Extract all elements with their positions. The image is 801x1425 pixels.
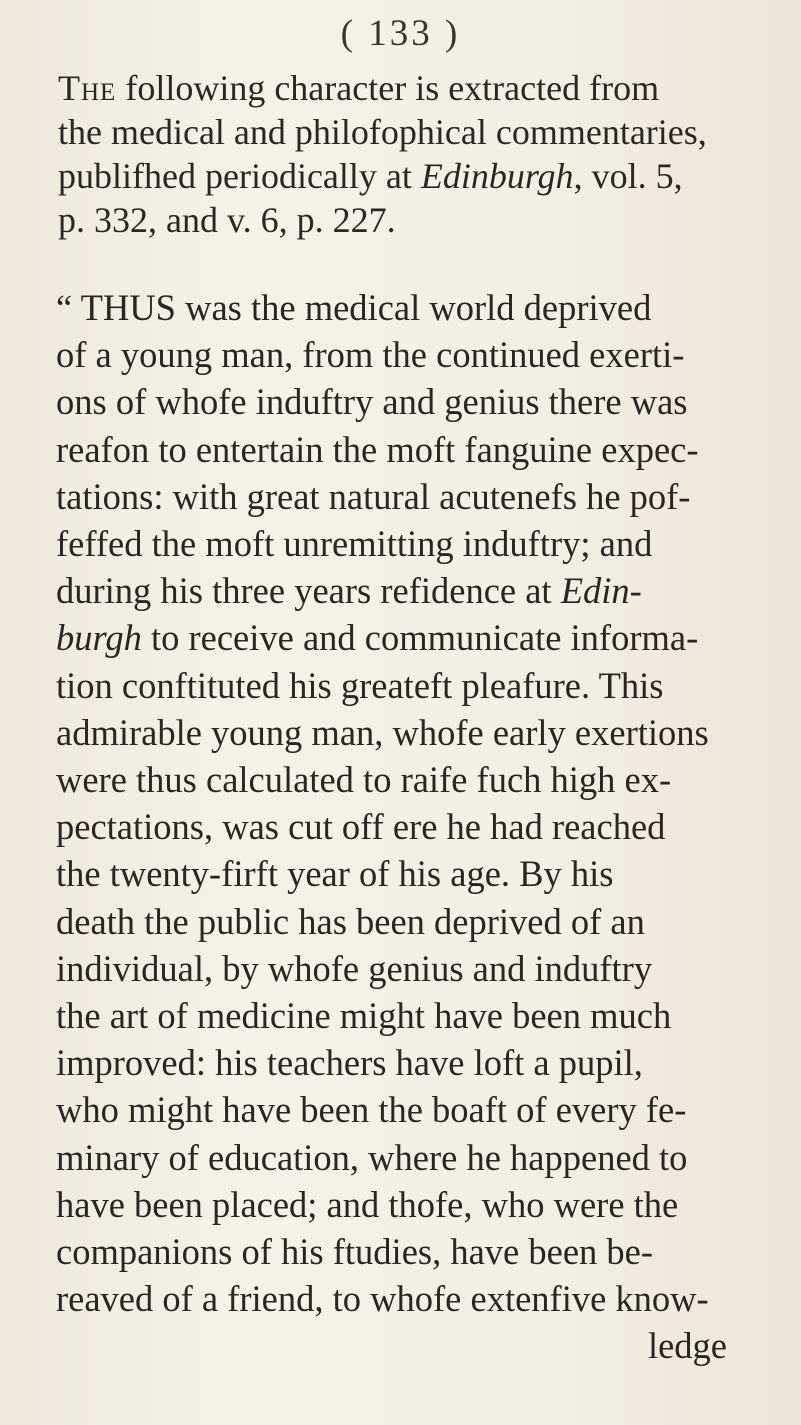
passage-line: companions of his ftudies, have been be- [56,1231,654,1273]
intro-line-4: p. 332, and v. 6, p. 227. [58,200,396,240]
place-name: Edin- [560,570,642,612]
passage-line: were thus calculated to raife fuch high ex- [56,759,672,801]
passage-line: admirable young man, whofe early exertions [56,711,709,753]
place-name: Edinburgh [420,156,574,196]
intro-line-1 [58,66,758,110]
passage-line: have been placed; and thofe, who were the [56,1183,679,1225]
place-name: burgh [56,617,142,659]
catchword: ledge [647,1325,727,1367]
intro-line-1-rest: following character is extracted from [116,68,660,108]
passage-line: minary of education, where he happened to [56,1136,688,1178]
passage-line: tations: with great natural acutenefs he pof- [56,475,691,517]
intro-line-3: publifhed periodically at Edinburgh, vol. 5, [58,156,683,196]
passage-line: reafon to entertain the moft fanguine expec- [56,428,699,470]
passage-line: death the public has been deprived of an [56,900,645,942]
passage-line: burgh to receive and communicate informa- [56,617,699,659]
passage-line: individual, by whofe genius and induftry [56,947,653,989]
quoted-passage [56,284,761,1370]
page-number: ( 133 ) [340,13,461,54]
intro-drop-word: The [58,68,117,108]
passage-line: of a young man, from the continued exerti- [56,334,685,376]
passage-line: feffed the moft unremitting induftry; and [56,523,653,565]
passage-line: during his three years refidence at Edin- [56,570,642,612]
passage-line: “ THUS was the medical world deprived [56,287,652,328]
passage-line: pectations, was cut off ere he had reached [56,806,666,848]
intro-paragraph [58,66,758,242]
passage-line: the twenty-firft year of his age. By his [56,853,614,895]
passage-line: who might have been the boaft of every fe- [56,1089,687,1131]
passage-line: reaved of a friend, to whofe extenfive know- [56,1278,709,1320]
passage-line: the art of medicine might have been much [56,995,672,1037]
passage-line: improved: his teachers have loft a pupil, [56,1042,643,1084]
passage-line: tion conftituted his greateft pleafure. This [56,664,664,706]
passage-line: ons of whofe induftry and genius there was [56,381,688,423]
intro-line-2: the medical and philofophical commentaries, [58,112,707,152]
